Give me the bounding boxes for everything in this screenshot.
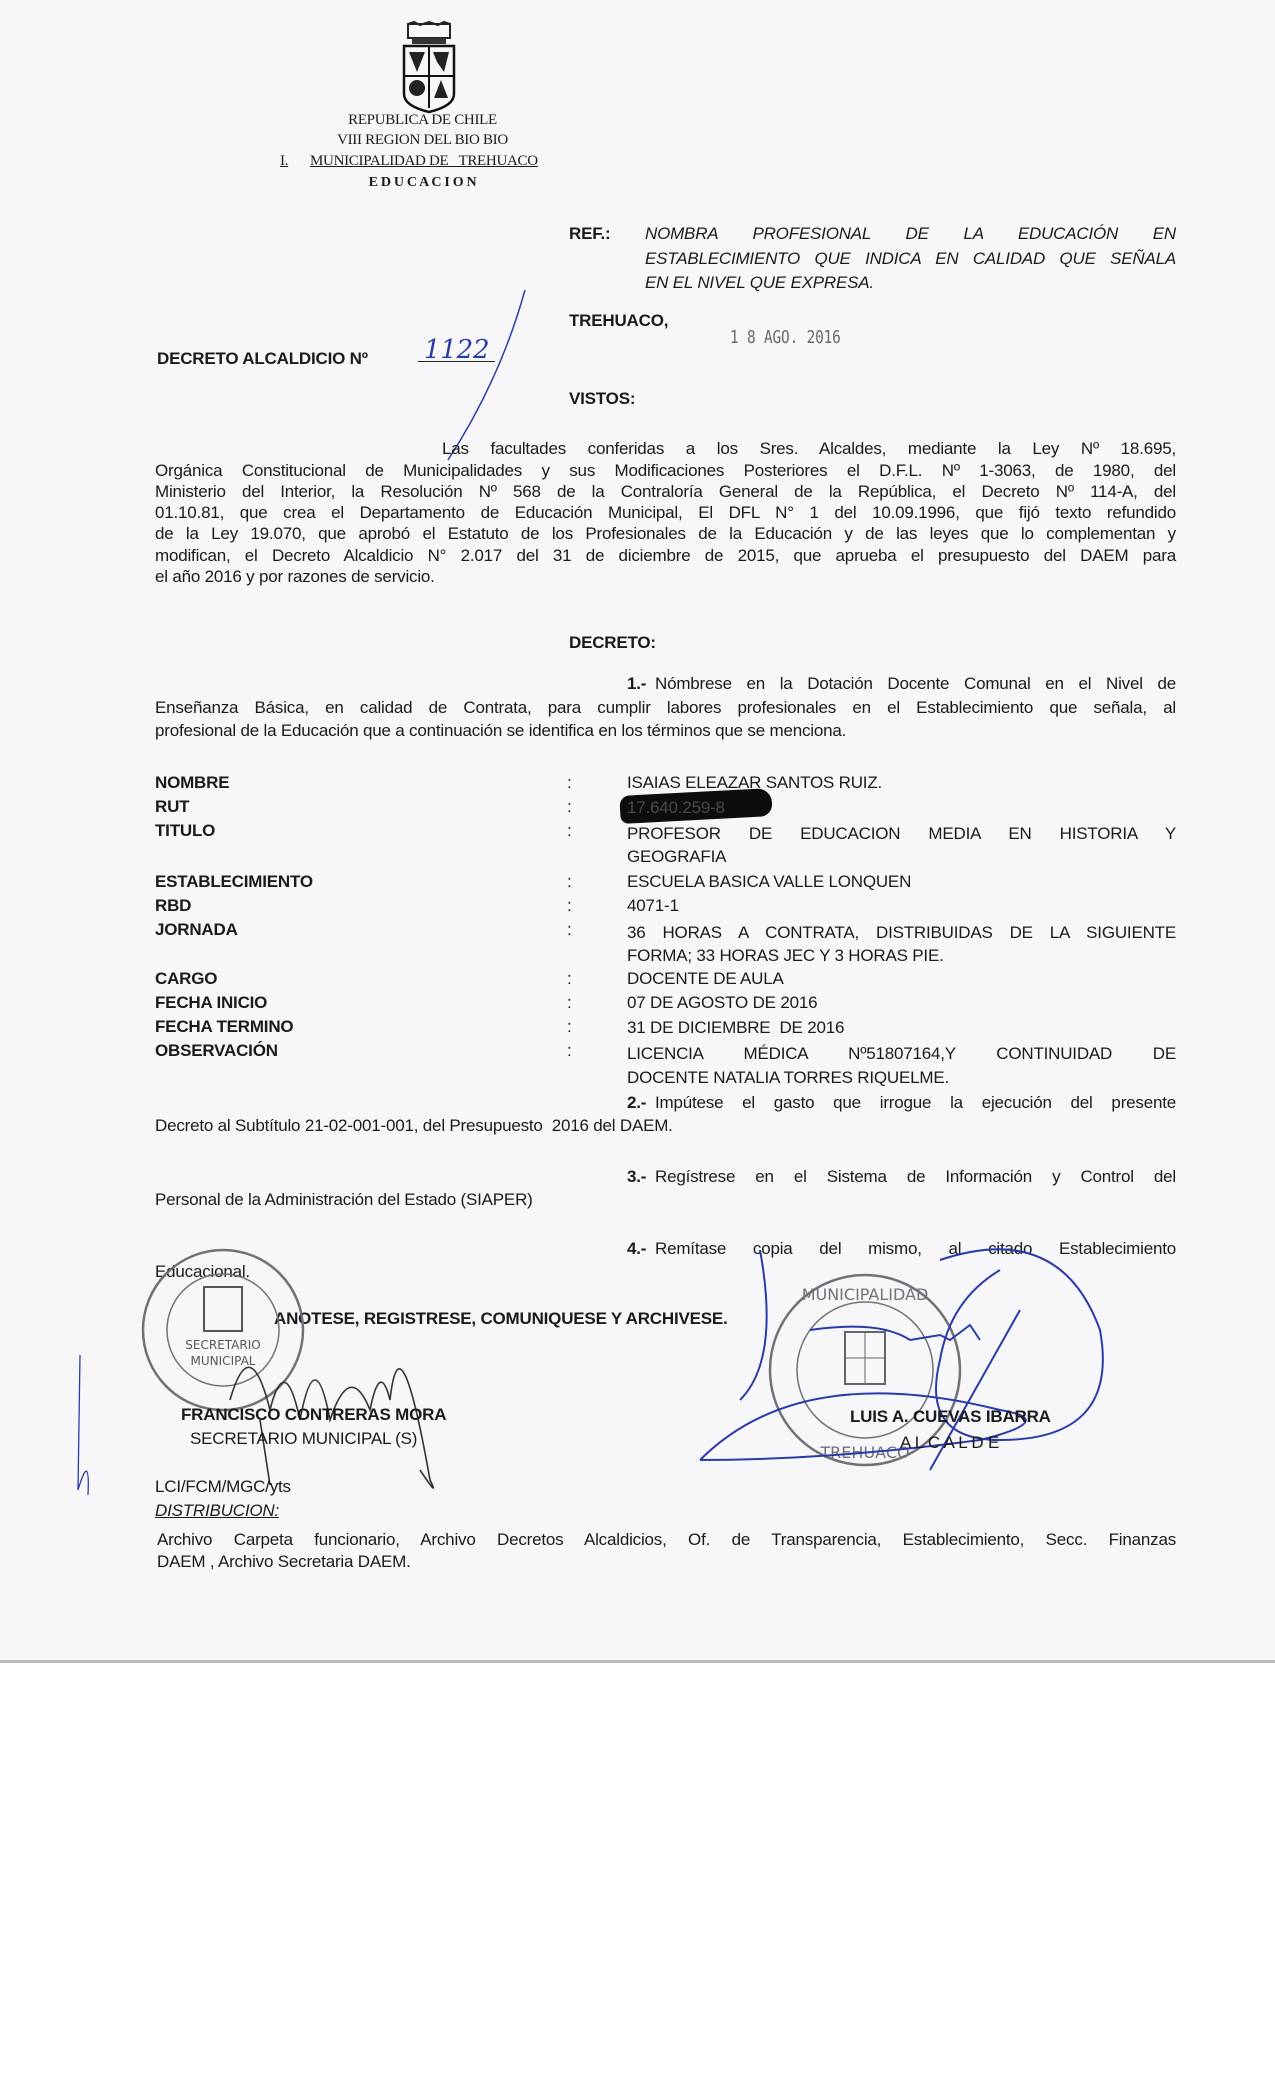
field-label: RBD: [155, 896, 192, 915]
field-colon: :: [567, 821, 572, 840]
left-margin-mark: [70, 1350, 100, 1500]
field-value-jornada: 36 HORAS A CONTRATA, DISTRIBUIDAS DE LA SIGUIENTE: [627, 923, 1176, 942]
field-label: JORNADA: [155, 920, 238, 939]
item-4-number: 4.-: [627, 1239, 647, 1258]
vistos-line: Orgánica Constitucional de Municipalidades y sus Modificaciones Posteriores el D.F.L. Nº 1-3063, de 1980, del: [155, 461, 1176, 480]
field-value-fecha-termino: 31 DE DICIEMBRE DE 2016: [627, 1018, 845, 1037]
svg-text:TREHUACO: TREHUACO: [820, 1443, 910, 1462]
item-2-number: 2.-: [627, 1093, 647, 1112]
decree-label: DECRETO ALCALDICIO Nº: [157, 349, 368, 368]
field-value-observacion: LICENCIA MÉDICA Nº51807164,Y CONTINUIDAD DE: [627, 1044, 1176, 1063]
initials: LCI/FCM/MGC/yts: [155, 1477, 291, 1496]
field-label: TITULO: [155, 821, 216, 840]
header-municipality-prefix: I.: [280, 153, 289, 169]
field-colon: :: [567, 993, 572, 1012]
place-label: TREHUACO,: [569, 311, 669, 330]
secretary-signature: [200, 1300, 460, 1490]
item-1-line: Nómbrese en la Dotación Docente Comunal en el Nivel de: [655, 674, 1176, 693]
field-value-rbd: 4071-1: [627, 896, 679, 915]
coat-of-arms-logo: [400, 22, 458, 112]
field-colon: :: [567, 797, 572, 816]
field-colon: :: [567, 896, 572, 915]
secretary-title: SECRETARIO MUNICIPAL (S): [190, 1429, 418, 1448]
field-value-jornada: FORMA; 33 HORAS JEC Y 3 HORAS PIE.: [627, 946, 944, 965]
field-value-observacion: DOCENTE NATALIA TORRES RIQUELME.: [627, 1068, 950, 1087]
field-value-titulo: GEOGRAFIA: [627, 847, 727, 866]
field-colon: :: [567, 872, 572, 891]
vistos-line: Ministerio del Interior, la Resolución Nº 568 de la Contraloría General de la República, el Decreto Nº 114-A, del: [155, 482, 1176, 501]
item-1-line: profesional de la Educación que a continuación se identifica en los términos que se menciona.: [155, 721, 847, 740]
svg-text:MUNICIPAL: MUNICIPAL: [190, 1354, 256, 1368]
field-label: ESTABLECIMIENTO: [155, 872, 313, 891]
item-4-line: Educacional.: [155, 1262, 250, 1281]
field-colon: :: [567, 1041, 572, 1060]
field-label: RUT: [155, 797, 190, 816]
field-value-establecimiento: ESCUELA BASICA VALLE LONQUEN: [627, 872, 912, 891]
decree-number: 1122: [418, 340, 495, 362]
field-label: NOMBRE: [155, 773, 230, 792]
field-colon: :: [567, 1017, 572, 1036]
field-colon: :: [567, 969, 572, 988]
vistos-line: el año 2016 y por razones de servicio.: [155, 567, 435, 586]
field-value-titulo: PROFESOR DE EDUCACION MEDIA EN HISTORIA Y: [627, 824, 1176, 843]
svg-text:MUNICIPALIDAD: MUNICIPALIDAD: [801, 1285, 929, 1304]
header-country: REPUBLICA DE CHILE: [348, 112, 497, 128]
field-value-nombre: ISAIAS ELEAZAR SANTOS RUIZ.: [627, 773, 883, 792]
field-colon: :: [567, 773, 572, 792]
vistos-line: de la Ley 19.070, que aprobó el Estatuto de los Profesionales de la Educación y de las leyes que lo complementan y: [155, 524, 1176, 543]
date-stamp: 1 8 AGO. 2016: [730, 327, 841, 348]
field-label: OBSERVACIÓN: [155, 1041, 278, 1060]
item-2-line: Decreto al Subtítulo 21-02-001-001, del Presupuesto 2016 del DAEM.: [155, 1116, 673, 1135]
item-1-line: Enseñanza Básica, en calidad de Contrata, para cumplir labores profesionales en el Establecimiento que señala, al: [155, 698, 1176, 717]
mayor-name: LUIS A. CUEVAS IBARRA: [850, 1407, 1051, 1426]
vistos-line: 01.10.81, que crea el Departamento de Educación Municipal, El DFL N° 1 del 10.09.1996, que fijó texto refundido: [155, 503, 1176, 522]
distribution-line: DAEM , Archivo Secretaria DAEM.: [157, 1552, 411, 1571]
decreto-title: DECRETO:: [569, 633, 656, 652]
ref-line: ESTABLECIMIENTO QUE INDICA EN CALIDAD QUE SEÑALA: [645, 249, 1176, 268]
item-2-line: Impútese el gasto que irrogue la ejecución del presente: [655, 1093, 1176, 1112]
field-label: FECHA INICIO: [155, 993, 268, 1012]
vistos-line: modifican, el Decreto Alcaldicio N° 2.017 del 31 de diciembre de 2015, que aprueba el presupuesto del DAEM para: [155, 546, 1176, 565]
field-label: FECHA TERMINO: [155, 1017, 294, 1036]
ref-label: REF.:: [569, 224, 611, 243]
svg-text:SECRETARIO: SECRETARIO: [185, 1338, 261, 1352]
field-label: CARGO: [155, 969, 218, 988]
field-value-rut: 17.640.259-8: [627, 798, 725, 817]
item-3-line: Regístrese en el Sistema de Información y Control del: [655, 1167, 1176, 1186]
distribution-title: DISTRIBUCION:: [155, 1501, 279, 1520]
item-4-line: Remítase copia del mismo, al citado Establecimiento: [655, 1239, 1176, 1258]
ref-line: NOMBRA PROFESIONAL DE LA EDUCACIÓN EN: [645, 224, 1176, 243]
secretary-name: FRANCISCO CONTRERAS MORA: [181, 1405, 447, 1424]
vistos-line: Las facultades conferidas a los Sres. Alcaldes, mediante la Ley Nº 18.695,: [442, 439, 1176, 458]
ref-line: EN EL NIVEL QUE EXPRESA.: [645, 273, 874, 292]
vistos-title: VISTOS:: [569, 389, 636, 408]
item-1-number: 1.-: [627, 674, 647, 693]
closing-statement: ANOTESE, REGISTRESE, COMUNIQUESE Y ARCHIVESE.: [274, 1309, 728, 1328]
field-value-cargo: DOCENTE DE AULA: [627, 969, 784, 988]
item-3-number: 3.-: [627, 1167, 647, 1186]
distribution-line: Archivo Carpeta funcionario, Archivo Decretos Alcaldicios, Of. de Transparencia, Establecimiento, Secc. Finanzas: [157, 1530, 1176, 1549]
header-municipality: MUNICIPALIDAD DE TREHUACO: [310, 153, 538, 169]
field-value-fecha-inicio: 07 DE AGOSTO DE 2016: [627, 993, 818, 1012]
mayor-title: A L C A L D E: [900, 1433, 1000, 1452]
field-colon: :: [567, 920, 572, 939]
header-department: E D U C A C I O N: [368, 175, 477, 190]
item-3-line: Personal de la Administración del Estado (SIAPER): [155, 1190, 533, 1209]
header-region: VIII REGION DEL BIO BIO: [337, 132, 508, 148]
